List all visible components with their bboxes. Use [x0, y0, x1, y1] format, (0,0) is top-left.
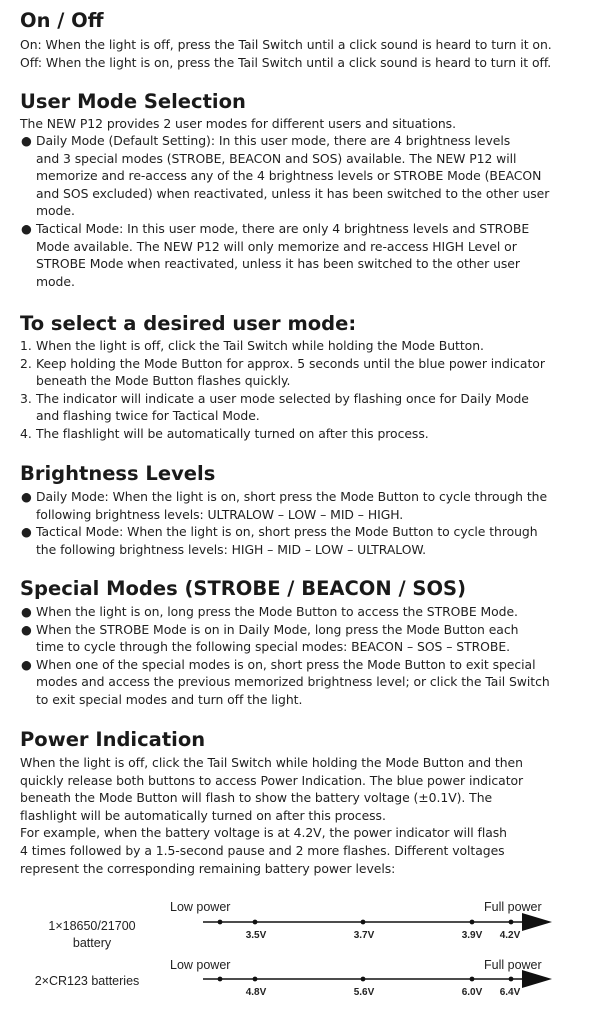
voltage-tick-label: 6.4V	[499, 987, 521, 998]
battery-scale-row-1	[48, 900, 552, 950]
bullet-icon: ●	[21, 621, 32, 637]
scale-dot	[361, 920, 366, 925]
scale-dot	[470, 977, 475, 982]
text-line: flashlight will be automatically turned on after this process.	[20, 807, 386, 823]
text-line: represent the corresponding remaining battery power levels:	[20, 860, 396, 876]
bullet-icon: ●	[21, 656, 32, 672]
text-line: Tactical Mode: In this user mode, there are only 4 brightness levels and STROBE	[36, 220, 530, 236]
user-mode-list	[20, 132, 600, 290]
brightness-title: Brightness Levels	[20, 462, 216, 485]
text-line: modes and access the previous memorized brightness level; or click the Tail Switch	[36, 674, 550, 690]
list-item	[20, 132, 600, 220]
text-line: the following brightness levels: HIGH – MID – LOW – ULTRALOW.	[36, 541, 427, 557]
text-line: and flashing twice for Tactical Mode.	[36, 408, 260, 424]
text-line: For example, when the battery voltage is at 4.2V, the power indicator will flash	[20, 825, 507, 841]
voltage-tick-label: 3.5V	[245, 930, 267, 941]
list-item	[20, 390, 600, 425]
text-line: When the light is on, long press the Mode Button to access the STROBE Mode.	[36, 604, 518, 619]
battery-type-label: 2×CR123 batteries	[34, 974, 140, 988]
power-indication-title: Power Indication	[20, 728, 206, 751]
special-modes-title: Special Modes (STROBE / BEACON / SOS)	[20, 577, 466, 600]
text-line: memorize and re-access any of the 4 brightness levels or STROBE Mode (BEACON	[36, 168, 542, 184]
text-line: The indicator will indicate a user mode selected by flashing once for Daily Mode	[36, 390, 529, 406]
full-power-label: Full power	[484, 958, 542, 972]
scale-dot	[509, 920, 514, 925]
text-line: Daily Mode (Default Setting): In this user mode, there are 4 brightness levels	[36, 133, 511, 148]
text-line: mode.	[36, 203, 75, 219]
scale-dot	[509, 977, 514, 982]
voltage-tick-label: 3.7V	[353, 930, 375, 941]
text-line: STROBE Mode when reactivated, unless it has been switched to the other user	[36, 256, 520, 272]
text-line: 4 times followed by a 1.5-second pause and 2 more flashes. Different voltages	[20, 842, 505, 858]
bullet-icon: ●	[21, 604, 32, 619]
scale-dot	[253, 920, 258, 925]
special-modes-list	[20, 603, 600, 709]
onoff-off-line: Off: When the light is on, press the Tail Switch until a click sound is heard to turn it off.	[20, 54, 552, 70]
low-power-label: Low power	[170, 958, 231, 972]
list-item	[20, 603, 600, 621]
step-number: 2.	[20, 355, 32, 371]
select-mode-steps	[20, 337, 600, 443]
text-line: mode.	[36, 273, 75, 289]
arrow-head-icon	[522, 913, 552, 931]
text-line: When the light is off, click the Tail Switch while holding the Mode Button and then	[20, 755, 523, 770]
battery-scale-diagram	[0, 885, 605, 1013]
user-mode-intro	[20, 115, 605, 133]
low-power-label: Low power	[170, 900, 231, 914]
onoff-text	[20, 36, 605, 71]
text-line: and 3 special modes (STROBE, BEACON and SOS) available. The NEW P12 will	[36, 150, 517, 166]
scale-dot	[470, 920, 475, 925]
list-item	[20, 488, 600, 523]
text-line: Keep holding the Mode Button for approx. 5 seconds until the blue power indicator	[36, 355, 545, 371]
text-line: following brightness levels: ULTRALOW – LOW – MID – HIGH.	[36, 506, 404, 522]
voltage-tick-label: 4.8V	[245, 987, 267, 998]
arrow-head-icon	[522, 970, 552, 988]
battery-type-label: battery	[72, 936, 112, 950]
bullet-icon: ●	[21, 133, 32, 148]
scale-dot	[218, 977, 223, 982]
battery-scale-row-2	[35, 958, 552, 998]
voltage-tick-label: 6.0V	[461, 987, 483, 998]
bullet-icon: ●	[21, 524, 32, 540]
voltage-tick-label: 5.6V	[353, 987, 375, 998]
text-line: time to cycle through the following special modes: BEACON – SOS – STROBE.	[36, 639, 510, 655]
text-line: and SOS excluded) when reactivated, unless it has been switched to the other user	[36, 185, 550, 201]
bullet-icon: ●	[21, 220, 32, 236]
list-item	[20, 621, 600, 656]
full-power-label: Full power	[484, 900, 542, 914]
battery-type-label: 1×18650/21700	[48, 919, 136, 933]
step-number: 4.	[20, 425, 32, 441]
user-mode-title: User Mode Selection	[20, 90, 246, 113]
onoff-title: On / Off	[20, 9, 104, 32]
list-item	[20, 337, 600, 355]
user-mode-intro-line: The NEW P12 provides 2 user modes for different users and situations.	[20, 116, 456, 131]
voltage-tick-label: 4.2V	[499, 930, 521, 941]
step-number: 3.	[20, 390, 32, 406]
text-line: beneath the Mode Button flashes quickly.	[36, 373, 291, 389]
text-line: beneath the Mode Button will flash to show the battery voltage (±0.1V). The	[20, 790, 493, 806]
text-line: Daily Mode: When the light is on, short press the Mode Button to cycle through the	[36, 489, 548, 504]
scale-dot	[218, 920, 223, 925]
list-item	[20, 355, 600, 390]
step-number: 1.	[20, 338, 32, 353]
bullet-icon: ●	[21, 489, 32, 504]
text-line: Mode available. The NEW P12 will only memorize and re-access HIGH Level or	[36, 238, 517, 254]
list-item	[20, 523, 600, 558]
power-indication-text	[20, 754, 605, 877]
text-line: When the STROBE Mode is on in Daily Mode, long press the Mode Button each	[36, 621, 519, 637]
list-item	[20, 656, 600, 709]
list-item	[20, 425, 600, 443]
voltage-tick-label: 3.9V	[461, 930, 483, 941]
text-line: Tactical Mode: When the light is on, short press the Mode Button to cycle through	[36, 524, 538, 540]
scale-dot	[361, 977, 366, 982]
onoff-on-line: On: When the light is off, press the Tail Switch until a click sound is heard to turn it on.	[20, 37, 552, 52]
scale-dot	[253, 977, 258, 982]
text-line: to exit special modes and turn off the light.	[36, 691, 303, 707]
text-line: quickly release both buttons to access Power Indication. The blue power indicator	[20, 772, 524, 788]
select-mode-title: To select a desired user mode:	[20, 312, 357, 335]
text-line: The flashlight will be automatically turned on after this process.	[36, 425, 429, 441]
list-item	[20, 220, 600, 290]
brightness-list	[20, 488, 600, 558]
text-line: When one of the special modes is on, short press the Mode Button to exit special	[36, 656, 536, 672]
text-line: When the light is off, click the Tail Switch while holding the Mode Button.	[36, 338, 484, 353]
